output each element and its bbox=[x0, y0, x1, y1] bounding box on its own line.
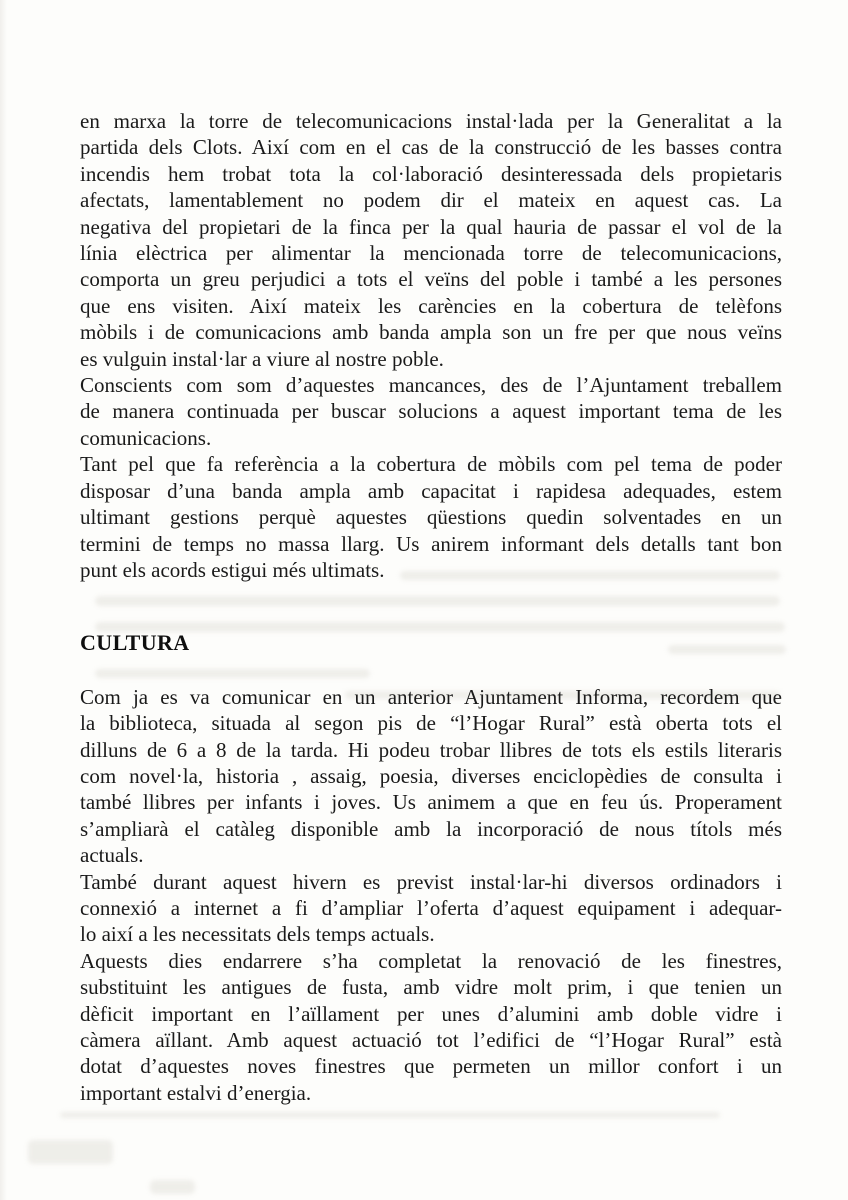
text-line: comunicacions. bbox=[80, 425, 212, 450]
paragraph bbox=[80, 948, 782, 1106]
text-line: termini de temps no massa llarg. Us anirem informant dels detalls tant bon bbox=[80, 531, 782, 556]
text-line: també llibres per infants i joves. Us animem a que en feu ús. Properament bbox=[80, 790, 782, 815]
text-line: incendis hem trobat tota la col·laboració desinteressada dels propietaris bbox=[80, 161, 782, 186]
text-line: es vulguin instal·lar a viure al nostre poble. bbox=[80, 346, 444, 371]
section-heading: CULTURA bbox=[80, 630, 190, 656]
text-line: important estalvi d’energia. bbox=[80, 1080, 312, 1105]
text-line: la biblioteca, situada al segon pis de “l’Hogar Rural” està oberta tots el bbox=[80, 711, 782, 736]
text-line: dilluns de 6 a 8 de la tarda. Hi podeu trobar llibres de tots els estils literaris bbox=[80, 737, 782, 762]
text-line: que ens visiten. Així mateix les carències en la cobertura de telèfons bbox=[80, 293, 782, 318]
text-line: També durant aquest hivern es previst instal·lar-hi diversos ordinadors i bbox=[80, 869, 782, 894]
paragraph bbox=[80, 451, 782, 583]
text-line: connexió a internet a fi d’ampliar l’oferta d’aquest equipament i adequar- bbox=[80, 895, 782, 920]
text-line: línia elèctrica per alimentar la mencionada torre de telecomunicacions, bbox=[80, 241, 782, 266]
text-line: Conscients com som d’aquestes mancances, des de l’Ajuntament treballem bbox=[80, 373, 782, 398]
text-line: dèficit important en l’aïllament per unes d’alumini amb doble vidre i bbox=[80, 1001, 782, 1026]
paragraph bbox=[80, 869, 782, 948]
paragraph bbox=[80, 108, 782, 372]
text-line: punt els acords estigui més ultimats. bbox=[80, 557, 385, 582]
text-line: en marxa la torre de telecomunicacions instal·lada per la Generalitat a la bbox=[80, 109, 782, 133]
text-line: Aquests dies endarrere s’ha completat la renovació de les finestres, bbox=[80, 948, 782, 973]
text-line: disposar d’una banda ampla amb capacitat i rapidesa adequades, estem bbox=[80, 478, 782, 503]
text-line: ultimant gestions perquè aquestes qüestions quedin solventades en un bbox=[80, 505, 782, 530]
text-line: afectats, lamentablement no podem dir el mateix en aquest cas. La bbox=[80, 188, 782, 213]
text-line: dotat d’aquestes noves finestres que permeten un millor confort i un bbox=[80, 1054, 782, 1079]
text-line: com novel·la, historia , assaig, poesia, diverses enciclopèdies de consulta i bbox=[80, 763, 782, 788]
text-line: comporta un greu perjudici a tots el veïns del poble i també a les persones bbox=[80, 267, 782, 292]
text-line: substituint les antigues de fusta, amb vidre molt prim, i que tenien un bbox=[80, 975, 782, 1000]
bleedthrough-artifact bbox=[28, 1140, 113, 1164]
text-line: mòbils i de comunicacions amb banda ampla son un fre per que nous veïns bbox=[80, 320, 782, 345]
text-line: lo així a les necessitats dels temps actuals. bbox=[80, 922, 435, 947]
text-line: partida dels Clots. Així com en el cas de la construcció de les basses contra bbox=[80, 135, 782, 160]
text-line: actuals. bbox=[80, 843, 144, 868]
bleedthrough-artifact bbox=[150, 1180, 195, 1194]
text-line: Tant pel que fa referència a la cobertura de mòbils com pel tema de poder bbox=[80, 452, 782, 477]
paragraph bbox=[80, 684, 782, 869]
text-line: s’ampliarà el catàleg disponible amb la incorporació de nous títols més bbox=[80, 816, 782, 841]
text-line: Com ja es va comunicar en un anterior Ajuntament Informa, recordem que bbox=[80, 684, 782, 709]
document-content bbox=[80, 108, 782, 1106]
text-line: negativa del propietari de la finca per la qual hauria de passar el vol de la bbox=[80, 214, 782, 239]
paragraph bbox=[80, 372, 782, 451]
bleedthrough-artifact bbox=[60, 1112, 720, 1118]
text-line: de manera continuada per buscar solucions a aquest important tema de les bbox=[80, 399, 782, 424]
text-line: càmera aïllant. Amb aquest actuació tot l’edifici de “l’Hogar Rural” està bbox=[80, 1028, 782, 1052]
